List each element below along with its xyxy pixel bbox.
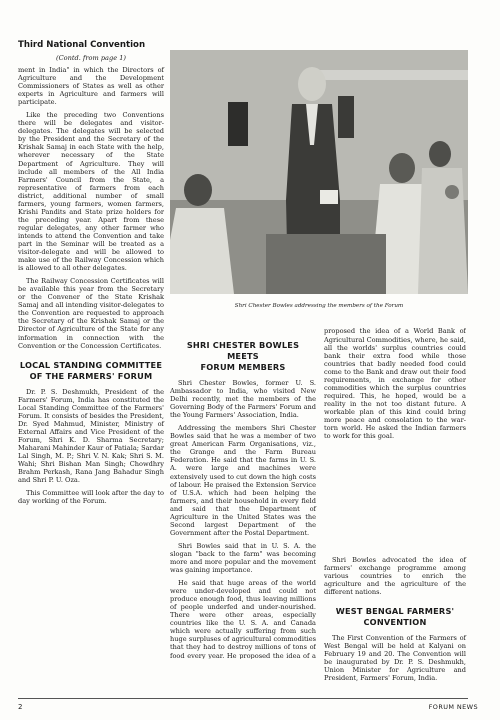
article-paragraph: The Railway Concession Certificates will be available this year from the Secretary or the Convener of the State Krishak Samaj and all intending visitor-delegates to the Convention are requested to approach the Secretary of the Krishak Samaj or the Director of Agriculture of the State for any information in connection with the Convention or the Concession Certificates.	[18, 277, 164, 350]
bowles-heading	[170, 340, 316, 373]
article-paragraph-continued	[324, 327, 466, 551]
article-paragraph: Dr. P. S. Deshmukh, President of the Farmers' Forum, India has constituted the Local Standing Committee of the Farmers' Forum. It consists of besides the President, Dr. Syed Mahmud, Minister, Ministry of External Affairs and Vice President of the Forum, Shri K. D. Sharma Secretary; Maharani Mahinder Kaur of Patiala; Sardar Lal Singh, M. P.; Shri V. N. Kak; Shri S. M. Wahi; Shri Bishan Man Singh; Chowdhry Brahm Perkash, Rana Jang Bahadur Singh and Shri P. U. Oza.	[18, 387, 164, 485]
article-paragraph: The First Convention of the Farmers of West Bengal will be held at Kalyani on February 19 and 20. The Convention will be inaugurated by Dr. P. S. Deshmukh, Union Minister for Agriculture and President, Farmers' Forum, India.	[324, 634, 466, 683]
article-paragraph: Like the preceding two Conventions there will be delegates and visitor-delegates. The delegates will be selected by the President and the Secretary of the Krishak Samaj in each State with the help, wherever necessary of the State Department of Agriculture. They will include all members of the All India Farmers' Council from the State, a representative of farmers from each district, additional number of small farmers, young farmers, women farmers, Krishi Pandits and State prize holders for the preceding year. Apart from these regular delegates, any other farmer who intends to attend the Convention and take part in the Seminar will be treated as a visitor-delegate and will be allowed to make use of the Railway Concession which is allowed to all other delegates.	[18, 111, 164, 273]
left-column	[18, 66, 164, 510]
heading-line: OF THE FARMERS' FORUM	[29, 370, 153, 381]
heading-line: LOCAL STANDING COMMITTEE	[19, 359, 163, 370]
article-paragraph: Shri Bowles said that in U. S. A. the slogan "back to the farm" was becoming more and more popular and the movement was gaining importance.	[170, 541, 316, 575]
heading-line: CONVENTION	[363, 617, 427, 628]
article-paragraph: He said that huge areas of the world were under-developed and could not produce enough food, thus leaving millions of people underfed and under-nourished. There were other areas, especially countries like the U. S. A. and Canada which were actually suffering from such huge surpluses of agricultural commodities that they had to destroy millions of tons of food every year. He proposed the idea of a	[170, 579, 316, 660]
article-paragraph: This Committee will look after the day to day working of the Forum.	[18, 489, 164, 506]
photo-caption: Shri Chester Bowles addressing the members of the Forum	[234, 303, 404, 309]
publication-title: FORUM NEWS	[428, 703, 478, 711]
middle-column	[170, 340, 316, 659]
page-number: 2	[18, 703, 23, 711]
local-committee-heading	[18, 360, 164, 382]
meeting-photograph	[170, 50, 468, 294]
west-bengal-heading	[324, 606, 466, 628]
heading-line: WEST BENGAL FARMERS'	[335, 606, 455, 617]
bowles-paragraph-continuation: proposed the idea of a World Bank of Agricultural Commodities, where, he said, all the worlds' surplus countries could bank their extra food while those countries that badly needed food could come to the Bank and draw out their food requirements, in exchange for other commodities which the surplus countries required. This, he hoped, would be a reality in the not too distant future. A workable plan of this kind could bring more peace and consolation to the war-torn world. He asked the Indian farmers to work for this goal.	[324, 327, 466, 441]
right-column	[324, 327, 466, 688]
article-paragraph: ment in India" in which the Directors of Agriculture and the Development Commissioners of States as well as other experts in Agriculture and farmers will participate.	[18, 66, 164, 107]
photo-illustration	[170, 50, 468, 294]
heading-line: FORUM MEMBERS	[200, 362, 286, 372]
continuation-subtitle: (Contd. from page 1)	[56, 54, 126, 62]
article-paragraph: Addressing the members Shri Chester Bowles said that he was a member of two great American Farm Organisations, viz., the Grange and the Farm Bureau Federation. He said that the farms in U. S. A. were large and machines were extensively used to cut down the high costs of labour. He praised the Extension Service of U.S.A. which had been helping the farmers, and their household in every field and said that the Department of Agriculture in the United States was the Second largest Department of the Government after the Postal Department.	[170, 424, 316, 537]
footer-rule	[18, 698, 468, 699]
heading-line: SHRI CHESTER BOWLES MEETS	[186, 340, 300, 361]
article-paragraph: Shri Chester Bowles, former U. S. Ambassador to India, who visited New Delhi recently, met the members of the Governing Body of the Farmers' Forum and the Young Farmers' Association, India.	[170, 379, 316, 420]
continuation-title: Third National Convention	[18, 40, 146, 50]
article-paragraph: Shri Bowles advocated the idea of farmers' exchange programme among various countries to enrich the agriculture and the agriculture of the different nations.	[324, 556, 466, 597]
